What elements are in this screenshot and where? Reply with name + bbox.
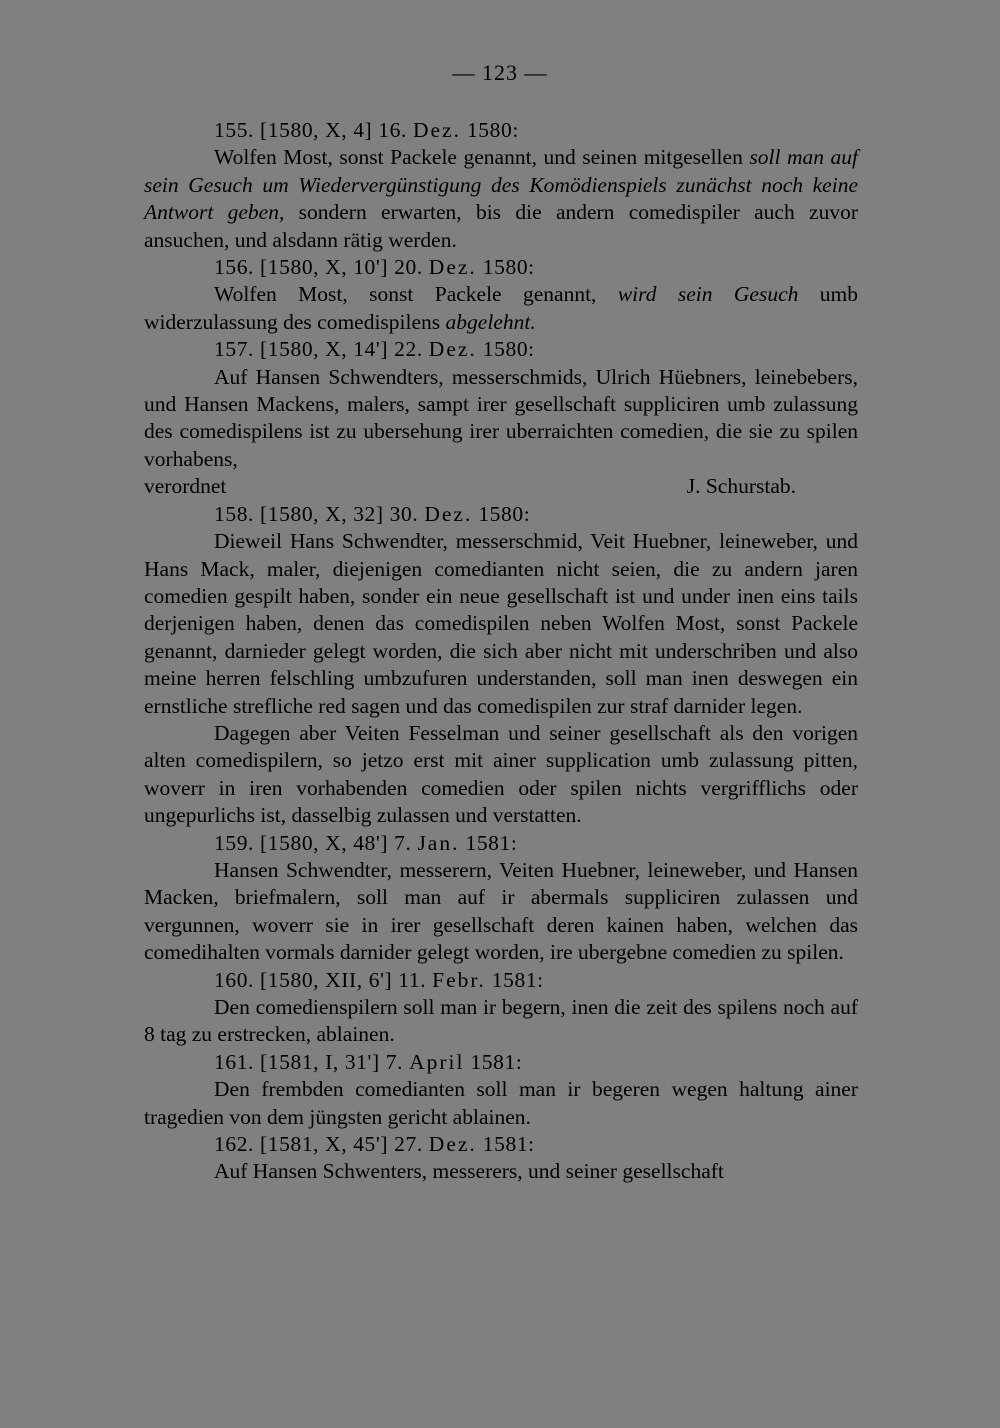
entry-year: 1580: [478, 501, 531, 526]
entry-155 [144, 117, 858, 254]
entry-month: Dez. [428, 255, 477, 280]
entry-heading [144, 254, 858, 281]
entry-159 [144, 830, 858, 967]
editorial-summary: wird sein Gesuch [617, 282, 799, 307]
signature-line [144, 473, 858, 500]
entry-day: 11. [398, 967, 427, 992]
entry-reference: [1580, XII, 6'] [260, 967, 393, 992]
entry-month: Dez. [424, 501, 473, 526]
entry-number: 156. [214, 255, 255, 280]
entry-reference: [1581, X, 45'] [260, 1132, 389, 1157]
text-run: Wolfen Most, sonst Packele genannt, [214, 282, 618, 307]
entry-heading [144, 117, 858, 144]
entry-text [144, 528, 858, 829]
entry-day: 7. [394, 830, 412, 855]
entry-reference: [1581, I, 31'] [260, 1049, 380, 1074]
entry-text [144, 857, 858, 967]
entry-month: Dez. [428, 337, 477, 362]
entry-heading [144, 967, 858, 994]
editorial-summary: soll man auf sein Gesuch um Wiedervergünstigung des Komödienspiels zunächst noch keine Antwort geben, [144, 145, 858, 225]
body-text [144, 117, 858, 1186]
text-run: verordnet [144, 474, 227, 499]
entry-text [144, 144, 858, 254]
paragraph: Dagegen aber Veiten Fesselman und seiner gesellschaft als den vorigen alten comedispilern, so jetzo erst mit ainer supplication umb zulassung pitten, woverr in iren vorhabenden comedien oder spilen nichts vergrifflichs oder ungepurlichs ist, dasselbig zulassen und verstatten. [144, 720, 858, 828]
text-run: Auf Hansen Schwendters, messerschmids, Ulrich Hüebners, leinebebers, und Hansen Mackens, malers, sampt irer gesellschaft suppliciren umb zulassung des comedispilens ist zu ubersehung irer uberraichten comedien, die sie zu spilen vorhabens, [144, 364, 858, 471]
entry-year: 1581: [491, 967, 544, 992]
entry-year: 1581: [465, 830, 518, 855]
entry-day: 30. [389, 501, 419, 526]
entry-heading [144, 1049, 858, 1076]
paragraph: Den frembden comedianten soll man ir begeren wegen haltung ainer tragedien von dem jüngsten gericht ablainen. [144, 1077, 858, 1129]
entry-text [144, 364, 858, 474]
paragraph: Den comedienspilern soll man ir begern, inen die zeit des spilens noch auf 8 tag zu erstrecken, ablainen. [144, 995, 858, 1047]
entry-text [144, 994, 858, 1049]
entry-number: 158. [214, 501, 255, 526]
entry-year: 1580: [466, 118, 519, 142]
entry-heading [144, 830, 858, 857]
entry-reference: [1580, X, 32] [260, 501, 384, 526]
paragraph: Dieweil Hans Schwendter, messerschmid, Veit Huebner, leineweber, und Hans Mack, maler, diejenigen comedianten nicht seien, die zu andern jaren comedien gespilt haben, sonder ein neue gesellschaft ist und under inen eins tails derjenigen haben, denen das comedispilen neben Wolfen Most, sonst Packele genannt, darnieder gelegt worden, die sich aber nicht mit underschriben und also meine herren felschling umbzufuren understanden, soll man inen deswegen ein ernstliche strefliche red sagen und das comedispilen zur straf darnider legen. [144, 529, 858, 718]
entry-number: 162. [214, 1132, 255, 1157]
entry-160 [144, 967, 858, 1049]
entry-day: 16. [378, 118, 407, 142]
entry-reference: [1580, X, 14'] [260, 337, 389, 362]
entry-number: 160. [214, 967, 255, 992]
text-run: sondern erwarten, bis die andern comedispiler auch zuvor ansuchen, und alsdann rätig werden. [144, 200, 858, 252]
signature: J. Schurstab. [686, 474, 796, 499]
entry-day: 7. [385, 1049, 404, 1074]
text-run: umb widerzulassung des comedispilens [144, 282, 858, 334]
entry-number: 155. [214, 118, 255, 142]
entry-day: 22. [394, 337, 423, 362]
paragraph: Auf Hansen Schwenters, messerers, und seiner gesellschaft [214, 1159, 724, 1184]
entry-year: 1581: [482, 1132, 535, 1157]
entry-reference: [1580, X, 48'] [260, 830, 389, 855]
entry-156 [144, 254, 858, 336]
entry-day: 27. [394, 1132, 423, 1157]
entry-text [144, 1076, 858, 1131]
entry-number: 161. [214, 1049, 255, 1074]
entry-month: Dez. [412, 118, 461, 142]
entry-year: 1580: [482, 337, 535, 362]
entry-162 [144, 1131, 858, 1186]
entry-reference: [1580, X, 10'] [260, 255, 389, 280]
entry-day: 20. [394, 255, 423, 280]
entry-year: 1580: [482, 255, 535, 280]
entry-heading [144, 501, 858, 528]
entry-month: Febr. [432, 967, 486, 992]
entry-month: Dez. [428, 1132, 477, 1157]
entry-number: 157. [214, 337, 255, 362]
entry-reference: [1580, X, 4] [260, 118, 373, 142]
entry-heading [144, 336, 858, 363]
entry-month: April [409, 1049, 465, 1074]
entry-year: 1581: [470, 1049, 523, 1074]
text-run: Wolfen Most, sonst Packele genannt, und seinen mitgesellen [214, 145, 750, 170]
entry-161 [144, 1049, 858, 1131]
entry-157 [144, 336, 858, 500]
entry-text [144, 1158, 858, 1185]
editorial-summary: abgelehnt. [445, 309, 536, 334]
entry-month: Jan. [417, 830, 460, 855]
paragraph: Hansen Schwendter, messerern, Veiten Huebner, leineweber, und Hansen Macken, briefmalern, soll man auf ir abermals suppliciren zulassen und vergunnen, woverr sie in irer gesellschaft deren kainen haben, welchen das comedihalten vormals darnider gelegt worden, ire ubergebne comedien zu spilen. [144, 857, 858, 965]
entry-number: 159. [214, 830, 255, 855]
entry-heading [144, 1131, 858, 1158]
entry-text [144, 281, 858, 336]
entry-158 [144, 501, 858, 830]
page-number: — 123 — [452, 60, 548, 85]
